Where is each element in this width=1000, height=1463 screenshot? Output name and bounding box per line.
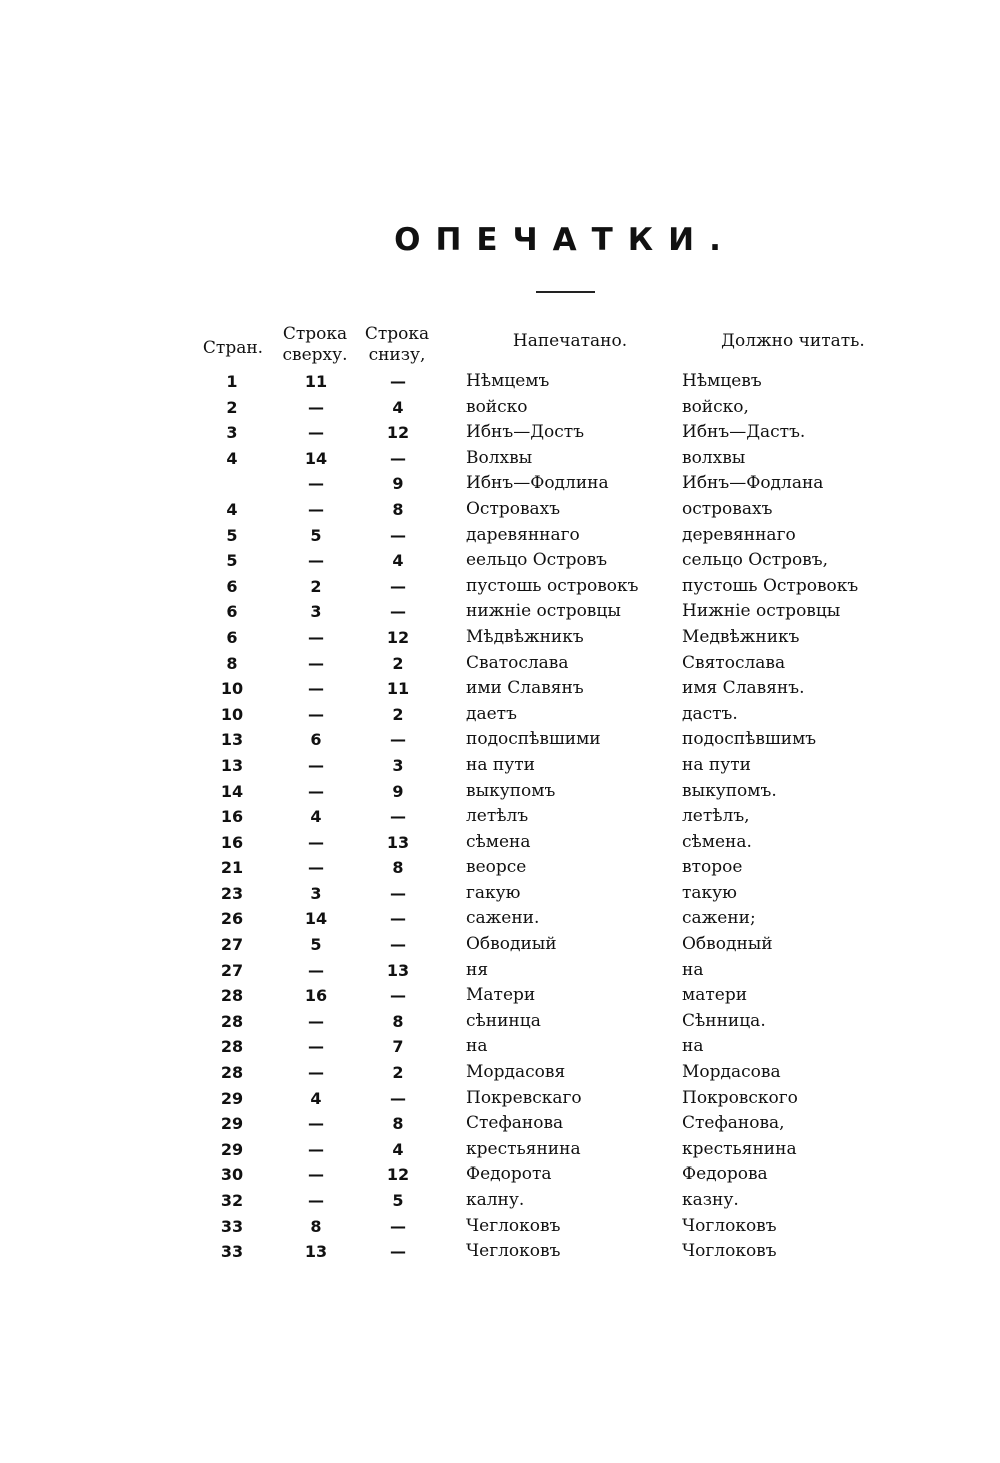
- cell-line-top: —: [308, 1191, 324, 1210]
- cell-printed: еельцо Островъ: [466, 550, 608, 571]
- cell-line-top: —: [308, 423, 324, 443]
- cell-should-read: Ибнъ—Фодлана: [682, 473, 824, 494]
- cell-line-bottom: —: [390, 576, 406, 596]
- cell-line-top: 8: [310, 1216, 322, 1236]
- cell-printed: Мѣдвѣжникъ: [466, 626, 584, 647]
- cell-line-top: 13: [304, 1242, 328, 1262]
- table-row: [0, 779, 1000, 805]
- cell-should-read: летѣлъ,: [682, 806, 750, 827]
- cell-page: 13: [220, 755, 244, 775]
- cell-line-bottom: 2: [392, 1063, 404, 1083]
- cell-line-bottom: 11: [386, 679, 410, 699]
- cell-line-top: 3: [310, 883, 322, 903]
- cell-printed: Волхвы: [466, 447, 533, 468]
- cell-should-read: подоспѣвшимъ: [682, 729, 817, 750]
- cell-page: 16: [220, 832, 244, 852]
- table-row: [0, 420, 1000, 446]
- cell-printed: на пути: [466, 754, 535, 775]
- cell-line-top: —: [308, 1037, 324, 1057]
- table-row: [0, 932, 1000, 958]
- cell-should-read: Святослава: [682, 652, 786, 673]
- cell-printed: Ибнъ—Фодлина: [466, 473, 609, 494]
- cell-line-top: —: [308, 1011, 324, 1031]
- cell-should-read: казну.: [682, 1190, 739, 1210]
- cell-should-read: Медвѣжникъ: [682, 626, 800, 647]
- cell-should-read: на пути: [682, 754, 751, 775]
- cell-page: 27: [220, 960, 244, 980]
- cell-page: 8: [226, 653, 238, 673]
- cell-line-bottom: 4: [392, 1139, 404, 1159]
- cell-should-read: на: [682, 959, 704, 980]
- cell-page: 10: [220, 704, 244, 724]
- cell-should-read: волхвы: [682, 447, 746, 468]
- page-title: ОПЕЧАТКИ.: [394, 222, 736, 258]
- cell-page: 5: [226, 551, 238, 571]
- cell-line-bottom: 4: [392, 551, 404, 571]
- cell-page: 28: [220, 986, 244, 1006]
- cell-line-bottom: 3: [392, 755, 404, 775]
- table-row: [0, 906, 1000, 932]
- cell-page: 27: [220, 935, 244, 955]
- cell-should-read: Сѣнница.: [682, 1010, 766, 1031]
- cell-printed: нижніе островцы: [466, 601, 621, 622]
- table-row: [0, 804, 1000, 830]
- cell-should-read: Мордасова: [682, 1062, 781, 1083]
- cell-line-top: —: [308, 551, 324, 571]
- table-row: [0, 983, 1000, 1009]
- table-row: [0, 958, 1000, 984]
- cell-should-read: такую: [682, 882, 737, 903]
- errata-table: [0, 369, 1000, 1265]
- cell-line-top: —: [308, 627, 324, 647]
- table-row: [0, 676, 1000, 702]
- cell-line-top: 14: [304, 909, 328, 929]
- cell-should-read: на: [682, 1036, 704, 1057]
- table-header: [0, 322, 1000, 372]
- cell-line-bottom: 8: [392, 499, 404, 519]
- cell-line-top: —: [308, 653, 324, 673]
- cell-page: 10: [220, 679, 244, 699]
- cell-page: 23: [220, 883, 244, 903]
- cell-printed: Матери: [466, 985, 536, 1006]
- table-row: [0, 1137, 1000, 1163]
- cell-line-top: 6: [310, 730, 322, 750]
- cell-line-bottom: —: [390, 372, 406, 391]
- table-row: [0, 1111, 1000, 1137]
- cell-should-read: выкупомъ.: [682, 780, 777, 801]
- cell-should-read: имя Славянъ.: [682, 678, 805, 699]
- cell-printed: Ибнъ—Достъ: [466, 422, 585, 443]
- table-row: [0, 1009, 1000, 1035]
- cell-line-bottom: —: [390, 935, 406, 955]
- cell-line-top: 2: [310, 576, 322, 596]
- cell-printed: Мордасовя: [466, 1062, 566, 1083]
- cell-line-top: —: [308, 704, 324, 724]
- cell-page: 29: [220, 1139, 244, 1159]
- cell-line-bottom: 8: [392, 1011, 404, 1031]
- table-row: [0, 446, 1000, 472]
- cell-line-bottom: 12: [386, 627, 410, 647]
- cell-page: 26: [220, 909, 244, 929]
- cell-line-bottom: 13: [386, 832, 410, 852]
- cell-line-top: —: [308, 499, 324, 519]
- cell-printed: Покревскаго: [466, 1087, 582, 1108]
- cell-printed: Нѣмцемъ: [466, 371, 550, 391]
- cell-line-top: —: [308, 1114, 324, 1134]
- cell-line-bottom: —: [390, 986, 406, 1006]
- cell-should-read: сѣмена.: [682, 831, 752, 852]
- cell-line-bottom: 5: [392, 1191, 404, 1210]
- cell-should-read: войско,: [682, 396, 749, 417]
- table-row: [0, 1162, 1000, 1188]
- cell-line-top: 14: [304, 448, 328, 468]
- cell-line-top: —: [308, 1063, 324, 1083]
- cell-printed: подоспѣвшими: [466, 729, 601, 750]
- cell-page: 30: [220, 1165, 244, 1185]
- cell-line-top: —: [308, 858, 324, 878]
- cell-line-bottom: —: [390, 807, 406, 827]
- cell-line-bottom: 2: [392, 653, 404, 673]
- cell-printed: сѣнинца: [466, 1010, 541, 1031]
- table-row: [0, 753, 1000, 779]
- cell-printed: Чеглоковъ: [466, 1241, 561, 1262]
- cell-line-bottom: —: [390, 1088, 406, 1108]
- cell-page: 32: [220, 1191, 244, 1210]
- cell-printed: калну.: [466, 1190, 525, 1210]
- cell-should-read: островахъ: [682, 498, 773, 519]
- cell-should-read: пустошь Островокъ: [682, 575, 859, 596]
- cell-page: 3: [226, 423, 238, 443]
- cell-line-top: 3: [310, 602, 322, 622]
- cell-page: 6: [226, 627, 238, 647]
- table-row: [0, 395, 1000, 421]
- table-row: [0, 1060, 1000, 1086]
- table-row: [0, 548, 1000, 574]
- header-line-bottom: Строка снизу,: [364, 324, 430, 365]
- cell-page: 29: [220, 1114, 244, 1134]
- cell-line-top: 16: [304, 986, 328, 1006]
- cell-should-read: матери: [682, 985, 748, 1006]
- cell-should-read: второе: [682, 857, 743, 878]
- cell-should-read: Нѣмцевъ: [682, 371, 762, 391]
- cell-line-bottom: —: [390, 602, 406, 622]
- table-row: [0, 727, 1000, 753]
- header-printed: Напечатано.: [512, 331, 628, 351]
- table-row: [0, 1214, 1000, 1240]
- cell-line-bottom: 13: [386, 960, 410, 980]
- table-row: [0, 574, 1000, 600]
- table-row: [0, 651, 1000, 677]
- cell-line-top: —: [308, 1165, 324, 1185]
- cell-page: 5: [226, 525, 238, 545]
- cell-page: 4: [226, 499, 238, 519]
- cell-line-top: —: [308, 960, 324, 980]
- cell-line-top: 11: [304, 372, 328, 391]
- cell-page: 2: [226, 397, 238, 417]
- cell-should-read: Покровского: [682, 1087, 798, 1108]
- cell-printed: на: [466, 1036, 488, 1057]
- table-row: [0, 830, 1000, 856]
- cell-line-bottom: 2: [392, 704, 404, 724]
- cell-line-bottom: 8: [392, 1114, 404, 1134]
- table-row: [0, 702, 1000, 728]
- cell-printed: Стефанова: [466, 1113, 564, 1134]
- cell-line-top: 5: [310, 935, 322, 955]
- cell-page: 14: [220, 781, 244, 801]
- cell-printed: гакую: [466, 882, 521, 903]
- cell-line-top: —: [308, 397, 324, 417]
- cell-should-read: Чоглоковъ: [682, 1241, 777, 1262]
- cell-printed: даетъ: [466, 703, 517, 724]
- cell-line-bottom: 7: [392, 1037, 404, 1057]
- cell-should-read: Нижніе островцы: [682, 601, 841, 622]
- cell-line-bottom: 12: [386, 1165, 410, 1185]
- cell-line-bottom: —: [390, 883, 406, 903]
- cell-printed: Сватослава: [466, 652, 569, 673]
- cell-line-top: —: [308, 832, 324, 852]
- table-row: [0, 1034, 1000, 1060]
- cell-should-read: Ибнъ—Дастъ.: [682, 422, 806, 443]
- cell-line-bottom: 9: [392, 781, 404, 801]
- cell-page: 28: [220, 1011, 244, 1031]
- cell-should-read: Стефанова,: [682, 1113, 785, 1134]
- cell-printed: Обводиый: [466, 934, 557, 955]
- cell-page: 4: [226, 448, 238, 468]
- cell-page: 6: [226, 602, 238, 622]
- cell-should-read: сажени;: [682, 908, 756, 929]
- cell-line-bottom: 9: [392, 474, 404, 494]
- table-row: [0, 523, 1000, 549]
- cell-printed: веорсе: [466, 857, 527, 878]
- table-row: [0, 369, 1000, 395]
- cell-page: 29: [220, 1088, 244, 1108]
- cell-should-read: деревяннаго: [682, 524, 796, 545]
- cell-printed: Чеглоковъ: [466, 1215, 561, 1236]
- cell-line-top: —: [308, 1139, 324, 1159]
- cell-line-top: —: [308, 474, 324, 494]
- table-row: [0, 855, 1000, 881]
- cell-line-bottom: —: [390, 525, 406, 545]
- cell-line-bottom: —: [390, 448, 406, 468]
- table-row: [0, 497, 1000, 523]
- table-row: [0, 1188, 1000, 1214]
- cell-should-read: Чоглоковъ: [682, 1215, 777, 1236]
- header-page: Стран.: [202, 338, 264, 358]
- cell-printed: крестьянина: [466, 1138, 581, 1159]
- cell-printed: сажени.: [466, 908, 540, 929]
- cell-printed: ими Славянъ: [466, 678, 584, 699]
- cell-line-bottom: —: [390, 1242, 406, 1262]
- title-divider: [536, 291, 595, 293]
- cell-should-read: Федорова: [682, 1164, 768, 1185]
- table-row: [0, 471, 1000, 497]
- cell-line-top: —: [308, 679, 324, 699]
- cell-line-bottom: 8: [392, 858, 404, 878]
- header-should-read: Должно читать.: [721, 331, 865, 351]
- cell-page: 1: [226, 372, 238, 391]
- cell-printed: даревяннаго: [466, 524, 580, 545]
- cell-line-bottom: —: [390, 909, 406, 929]
- table-row: [0, 625, 1000, 651]
- cell-page: 21: [220, 858, 244, 878]
- cell-page: 33: [220, 1216, 244, 1236]
- cell-should-read: дастъ.: [682, 703, 738, 724]
- table-row: [0, 1239, 1000, 1265]
- cell-page: 28: [220, 1037, 244, 1057]
- cell-line-bottom: 4: [392, 397, 404, 417]
- cell-printed: выкупомъ: [466, 780, 556, 801]
- cell-should-read: крестьянина: [682, 1138, 797, 1159]
- cell-line-top: 4: [310, 807, 322, 827]
- cell-printed: сѣмена: [466, 831, 531, 852]
- cell-page: 16: [220, 807, 244, 827]
- table-row: [0, 599, 1000, 625]
- cell-printed: пустошь островокъ: [466, 575, 639, 596]
- cell-page: 13: [220, 730, 244, 750]
- cell-printed: войско: [466, 396, 528, 417]
- cell-page: 6: [226, 576, 238, 596]
- cell-line-bottom: —: [390, 730, 406, 750]
- cell-printed: летѣлъ: [466, 806, 529, 827]
- cell-line-top: 5: [310, 525, 322, 545]
- cell-printed: Федорота: [466, 1164, 552, 1185]
- cell-should-read: сельцо Островъ,: [682, 550, 828, 571]
- table-row: [0, 1086, 1000, 1112]
- table-row: [0, 881, 1000, 907]
- cell-printed: Островахъ: [466, 498, 561, 519]
- cell-printed: ня: [466, 959, 489, 980]
- cell-line-bottom: —: [390, 1216, 406, 1236]
- cell-page: 33: [220, 1242, 244, 1262]
- header-line-top: Строка сверху.: [282, 324, 348, 365]
- cell-page: 28: [220, 1063, 244, 1083]
- cell-line-top: 4: [310, 1088, 322, 1108]
- cell-line-top: —: [308, 755, 324, 775]
- cell-line-top: —: [308, 781, 324, 801]
- cell-line-bottom: 12: [386, 423, 410, 443]
- cell-should-read: Обводный: [682, 934, 773, 955]
